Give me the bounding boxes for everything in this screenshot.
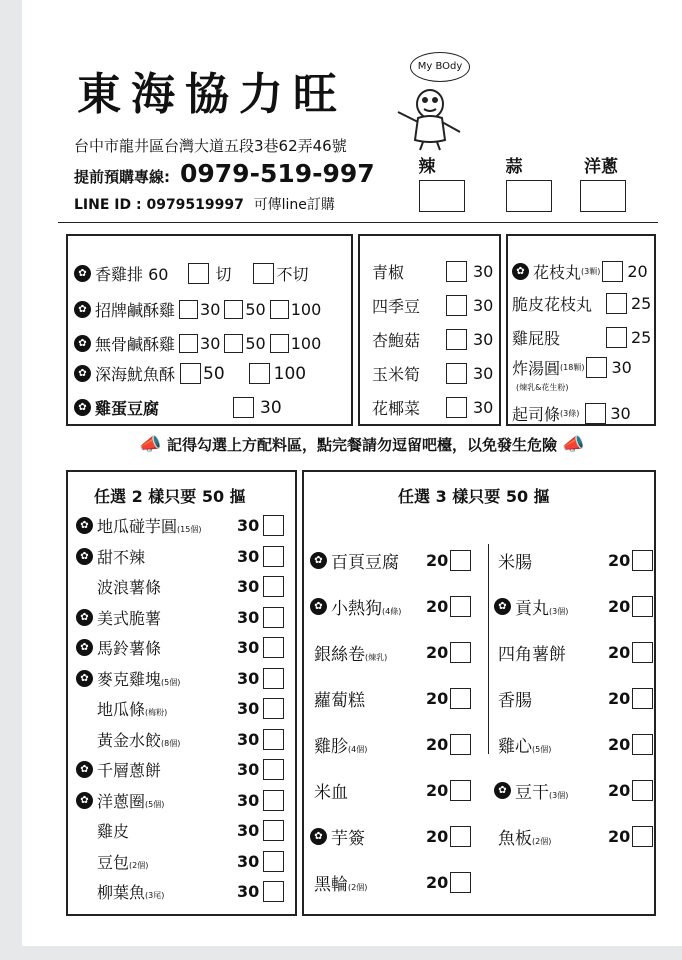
checkbox[interactable] [446,397,467,418]
sauce-garlic-label: 蒜 [505,157,523,177]
item-name: 玉米筍 [372,365,421,384]
item-name: 豆干 [515,783,549,803]
item-name: 雞皮 [97,822,130,841]
checkbox[interactable] [263,698,284,719]
item-note: (梅粉) [145,708,168,717]
item-note: (5個) [532,745,552,754]
address: 台中市龍井區台灣大道五段3巷62弄46號 [74,137,347,155]
price: 30 [473,364,494,383]
item-note: (3個) [549,791,569,800]
item-note: (3條) [560,409,580,418]
item-row [512,292,651,315]
price: 50 [245,334,266,353]
price: 30 [237,790,260,810]
checkbox[interactable] [446,363,467,384]
price: 20 [608,735,631,754]
checkbox[interactable] [446,295,467,316]
leaf-icon: ✿ [76,609,93,626]
combo-two-row [76,728,284,751]
shop-title: 東海協力旺 [77,69,347,120]
menu-sheet [22,0,682,946]
combo-three-row [310,778,471,803]
price: 30 [237,821,260,840]
item-name: 炸湯圓 [512,359,561,378]
leaf-icon: ✿ [74,265,91,282]
item-name: 黃金水餃 [97,730,162,750]
item-note: (3顆) [581,267,601,276]
notice-text: 記得勾選上方配料區，點完餐請勿逗留吧檯，以免發生危險 [166,436,557,454]
checkbox[interactable] [450,550,471,571]
item-row [512,260,648,283]
item-row [512,402,631,425]
item-name: 黑輪 [314,875,348,895]
speech-bubble: My BOdy [410,52,470,82]
phone-label: 提前預購專線: [74,168,170,186]
item-row [372,328,493,351]
item-label [97,545,237,568]
checkbox[interactable] [586,357,607,378]
price: 30 [237,851,260,871]
combo-three-row [494,548,653,573]
item-name: 四角薯餅 [498,645,566,665]
item-row [512,326,651,349]
item-label [314,640,426,665]
checkbox[interactable] [450,780,471,801]
header-divider [58,222,658,223]
item-name: 青椒 [372,263,405,282]
item-name: 花椰菜 [372,399,421,418]
item-label [515,778,608,803]
leaf-icon: ✿ [74,399,91,416]
price: 30 [237,516,260,535]
combo-two-row [76,636,284,659]
item-row [512,356,632,379]
item-name: 深海魷魚酥 [95,365,176,384]
combo-two-row [76,819,284,842]
item-label [97,819,237,842]
checkbox[interactable] [632,550,653,571]
combo-two-heading: 任選 2 樣只要 50 摳 [94,487,246,506]
item-name: 甜不辣 [97,547,146,567]
item-label [97,728,237,751]
column-divider [488,544,489,754]
combo-two-row [76,575,284,598]
item-row [74,298,321,321]
price: 20 [426,689,449,708]
sauce-onion-label: 洋蔥 [584,157,618,177]
checkbox[interactable] [446,261,467,282]
option-label: 切 [215,265,232,284]
item-name: 起司條 [512,405,561,424]
item-name: 洋蔥圈 [97,791,146,811]
item-name: 米血 [314,783,348,803]
leaf-icon: ✿ [310,598,327,615]
price: 30 [237,546,260,566]
leaf-icon: ✿ [76,639,93,656]
mascot-icon [390,82,470,152]
checkbox[interactable] [450,688,471,709]
item-label [97,606,237,629]
item-label [97,758,237,781]
combo-two-row [76,667,284,690]
item-note: (18顆) [560,363,585,372]
item-name: 雞心 [498,737,532,757]
item-name: 波浪薯條 [97,578,162,597]
item-name: 馬鈴薯條 [97,639,162,658]
leaf-icon: ✿ [74,335,91,352]
checkbox[interactable] [224,300,243,319]
checkbox[interactable] [632,596,653,617]
item-label [331,594,426,619]
combo-two-row [76,697,284,720]
sauce-garlic-checkbox[interactable] [506,180,552,212]
checkbox[interactable] [263,637,284,658]
price: 30 [237,760,260,779]
item-name: 蘿蔔糕 [314,691,365,711]
leaf-icon: ✿ [310,828,327,845]
leaf-icon: ✿ [310,552,327,569]
checkbox[interactable] [263,729,284,750]
price: 30 [611,358,632,377]
checkbox[interactable] [606,293,627,314]
item-label [314,778,426,803]
item-name: 魚板 [498,829,532,849]
combo-two-row [76,789,284,812]
checkbox[interactable] [270,300,289,319]
checkbox[interactable] [263,820,284,841]
combo-three-row [310,594,471,619]
item-name: 花枝丸 [533,263,582,282]
combo-three-row [310,732,471,757]
price: 30 [260,397,282,418]
sauce-onion-checkbox[interactable] [580,180,626,212]
item-note: (2個) [532,837,552,846]
item-name: 招牌鹹酥雞 [95,301,176,320]
item-row [372,294,493,317]
leaf-icon: ✿ [74,301,91,318]
item-label [97,880,237,903]
item-name: 香腸 [498,691,532,711]
sauce-spicy-label: 辣 [418,157,436,177]
item-note: (煉乳) [365,653,388,662]
checkbox[interactable] [263,668,284,689]
item-label [97,789,237,812]
item-name: 雞屁股 [512,329,561,348]
item-name: 芋簽 [331,829,365,849]
price: 20 [608,551,631,570]
price: 30 [237,638,260,657]
item-name: 脆皮花枝丸 [512,295,593,314]
price: 30 [200,300,221,319]
price: 30 [473,330,494,349]
checkbox[interactable] [263,759,284,780]
checkbox[interactable] [263,576,284,597]
price: 30 [610,404,631,423]
leaf-icon: ✿ [76,761,93,778]
combo-three-row [494,640,653,665]
price: 100 [290,300,322,319]
combo-three-heading: 任選 3 樣只要 50 摳 [398,487,550,506]
price: 20 [608,781,631,800]
checkbox[interactable] [602,261,623,282]
item-name: 無骨鹹酥雞 [95,335,176,354]
checkbox[interactable] [233,397,254,418]
item-row [372,362,493,385]
price: 30 [473,296,494,315]
item-name: 地瓜條 [97,700,146,719]
item-row [74,332,321,355]
panel-combo-two [66,470,297,916]
checkbox[interactable] [179,334,198,353]
price: 20 [627,262,648,281]
item-note: (5個) [161,677,181,687]
item-note: (4條) [382,607,402,616]
leaf-icon: ✿ [76,670,93,687]
panel-fried-main [66,234,353,426]
item-note: (4個) [348,745,368,754]
item-name: 美式脆薯 [97,608,162,628]
item-name: 千層蔥餅 [97,761,162,780]
leaf-icon: ✿ [76,792,93,809]
price: 20 [426,597,449,616]
checkbox[interactable] [253,263,274,284]
line-note: 可傳line訂購 [253,197,335,213]
combo-three-row [494,732,653,757]
price: 20 [608,827,631,846]
checkbox[interactable] [585,403,606,424]
price: 20 [608,597,631,616]
combo-three-row [310,686,471,711]
checkbox[interactable] [450,734,471,755]
price: 30 [473,398,494,417]
item-label [498,732,608,757]
price: 50 [245,300,266,319]
item-name: 杏鮑菇 [372,331,421,350]
item-name: 百頁豆腐 [331,553,399,573]
item-label [97,514,237,537]
item-label [97,575,237,598]
combo-three-row [494,824,653,849]
price: 30 [237,882,260,901]
price: 20 [426,551,449,570]
checkbox[interactable] [632,688,653,709]
line-id [74,194,335,214]
item-row [372,260,493,283]
notice-bar [62,434,662,455]
combo-three-row [310,548,471,573]
checkbox[interactable] [632,826,653,847]
checkbox[interactable] [263,790,284,811]
combo-three-row [494,594,653,619]
checkbox[interactable] [263,851,284,872]
combo-three-row [310,824,471,849]
item-label [498,686,608,711]
item-note-secondary: (煉乳&花生粉) [516,383,569,392]
checkbox[interactable] [263,515,284,536]
item-row [74,396,282,419]
item-label [97,667,237,690]
item-row [74,262,308,285]
price: 20 [426,735,449,754]
item-name: 香雞排 60 [95,265,169,284]
price: 100 [290,334,322,353]
item-name: 麥克雞塊 [97,669,162,689]
item-name: 小熱狗 [331,599,382,619]
item-note: (2個) [129,860,149,870]
combo-three-row [494,778,653,803]
checkbox[interactable] [450,596,471,617]
price: 30 [237,577,260,596]
item-label [97,697,237,720]
item-name: 雞蛋豆腐 [95,399,160,418]
item-name: 貢丸 [515,599,549,619]
item-label [314,870,426,895]
item-label [515,594,608,619]
item-label [331,824,426,849]
item-label [314,732,426,757]
item-label [498,824,608,849]
panel-vegetables [358,234,501,426]
item-name: 柳葉魚 [97,883,146,902]
sauce-spicy-checkbox[interactable] [419,180,465,212]
price: 20 [426,781,449,800]
item-row [74,362,306,385]
item-label [498,640,608,665]
item-name: 雞胗 [314,737,348,757]
checkbox[interactable] [249,363,270,384]
item-name: 地瓜碰芋圓 [97,517,178,536]
checkbox[interactable] [180,363,201,384]
checkbox[interactable] [263,881,284,902]
price: 20 [426,827,449,846]
combo-two-row [76,545,284,568]
checkbox[interactable] [263,546,284,567]
item-note: (3尾) [145,891,165,900]
item-row [372,396,493,419]
leaf-icon: ✿ [494,598,511,615]
item-name: 米腸 [498,553,532,573]
checkbox[interactable] [179,300,198,319]
item-note: (15個) [177,525,202,534]
price: 20 [608,643,631,662]
item-name: 銀絲卷 [314,645,365,665]
price: 30 [237,668,260,688]
combo-three-row [494,686,653,711]
checkbox[interactable] [450,826,471,847]
option-label: 不切 [276,265,309,284]
line-id-label: LINE ID : 0979519997 [74,197,244,213]
checkbox[interactable] [270,334,289,353]
price: 20 [426,873,449,892]
item-label [331,548,426,573]
combo-three-row [310,640,471,665]
checkbox[interactable] [632,734,653,755]
checkbox[interactable] [606,327,627,348]
phone-number: 0979-519-997 [180,159,375,188]
leaf-icon: ✿ [512,263,529,280]
leaf-icon: ✿ [76,548,93,565]
panel-combo-three [302,470,656,916]
combo-two-row [76,606,284,629]
panel-snacks [506,234,656,426]
item-label [97,850,237,873]
price: 25 [631,328,652,347]
item-note: (2個) [348,883,368,892]
checkbox[interactable] [446,329,467,350]
leaf-icon: ✿ [494,782,511,799]
price: 100 [273,363,307,384]
combo-two-row [76,880,284,903]
checkbox[interactable] [224,334,243,353]
item-note: (8個) [161,738,181,748]
combo-two-row [76,758,284,781]
checkbox[interactable] [632,780,653,801]
price: 30 [473,262,494,281]
price: 30 [237,729,260,749]
price: 30 [200,334,221,353]
item-label [97,636,237,659]
price: 20 [426,643,449,662]
checkbox[interactable] [450,872,471,893]
combo-two-row [76,850,284,873]
leaf-icon: ✿ [74,365,91,382]
item-note: (3個) [549,607,569,616]
price: 20 [608,689,631,708]
price: 50 [203,363,225,384]
checkbox[interactable] [450,642,471,663]
checkbox[interactable] [632,642,653,663]
checkbox[interactable] [188,263,209,284]
combo-three-row [310,870,471,895]
megaphone-icon: 📣 [139,434,162,455]
leaf-icon: ✿ [76,517,93,534]
item-note: (5個) [145,799,165,809]
price: 30 [237,607,260,627]
item-name: 四季豆 [372,297,421,316]
item-name: 豆包 [97,852,130,872]
checkbox[interactable] [263,607,284,628]
item-label [314,686,426,711]
combo-two-row [76,514,284,537]
price: 25 [631,294,652,313]
megaphone-icon: 📣 [562,434,585,455]
price: 30 [237,699,260,718]
item-label [498,548,608,573]
